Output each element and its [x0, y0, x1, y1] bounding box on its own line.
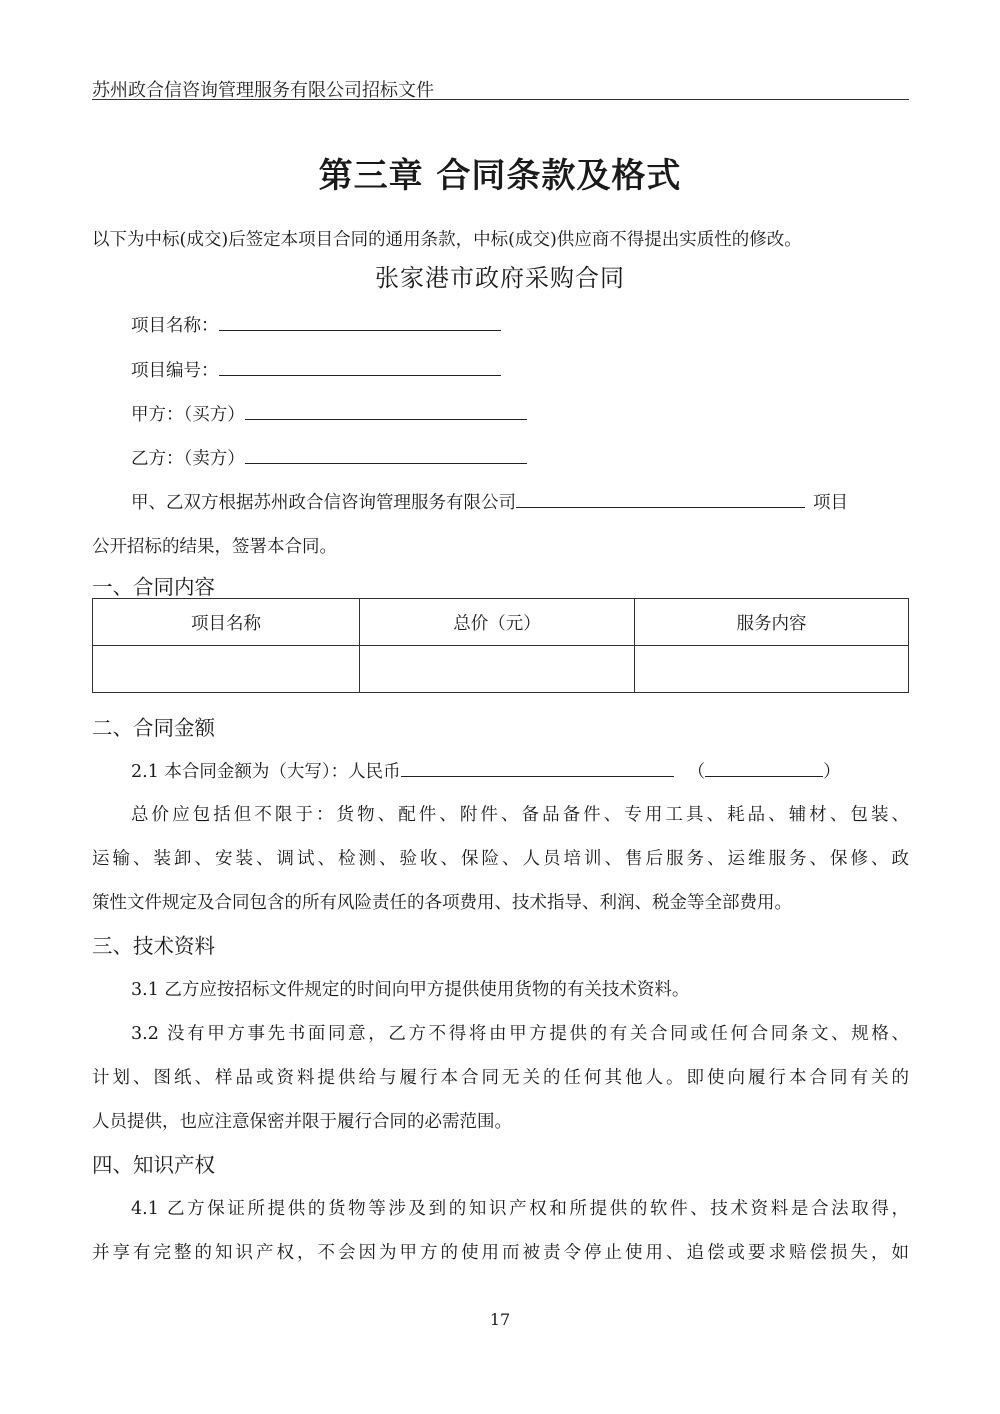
- field-project-number-label: 项目编号：: [131, 361, 219, 381]
- table-cell[interactable]: [635, 646, 909, 693]
- document-header: 苏州政合信咨询管理服务有限公司招标文件: [92, 80, 434, 101]
- amount-words-blank[interactable]: [401, 758, 674, 777]
- preamble-line-2: 公开招标的结果，签署本合同。: [92, 537, 337, 557]
- preamble-project-blank[interactable]: [516, 489, 805, 508]
- project-number-blank[interactable]: [219, 357, 501, 376]
- field-party-b-label: 乙方：（卖方）: [131, 449, 245, 469]
- table-header-row: [93, 599, 909, 646]
- amount-label: 2.1 本合同金额为（大写）：人民币: [131, 762, 401, 782]
- clause-3-1: 3.1 乙方应按招标文件规定的时间向甲方提供使用货物的有关技术资料。: [131, 980, 690, 1000]
- table-header-cell: 总价（元）: [360, 599, 635, 646]
- project-name-blank[interactable]: [219, 312, 501, 331]
- field-party-a: [131, 401, 527, 426]
- amount-line: [131, 758, 841, 783]
- field-project-number: [131, 357, 501, 382]
- page-number: 17: [489, 1310, 511, 1329]
- section-1-title: 一、合同内容: [92, 575, 215, 599]
- price-scope-line-2: 运输、装卸、安装、调试、检测、验收、保险、人员培训、售后服务、运维服务、保修、政: [92, 849, 909, 869]
- clause-4-1-line-1: 4.1 乙方保证所提供的货物等涉及到的知识产权和所提供的软件、技术资料是合法取得，: [131, 1199, 909, 1219]
- table-header-cell: 服务内容: [635, 599, 909, 646]
- party-b-blank[interactable]: [245, 445, 527, 464]
- table-cell[interactable]: [93, 646, 360, 693]
- party-a-blank[interactable]: [245, 401, 527, 420]
- section-2-title: 二、合同金额: [92, 716, 215, 740]
- clause-3-2-line-3: 人员提供，也应注意保密并限于履行合同的必需范围。: [92, 1112, 512, 1132]
- clause-3-2-line-2: 计划、图纸、样品或资料提供给与履行本合同无关的任何其他人。即使向履行本合同有关的: [92, 1068, 909, 1088]
- paren-open: （: [687, 762, 706, 782]
- field-project-name: [131, 312, 501, 337]
- table-row: [93, 646, 909, 693]
- field-party-a-label: 甲方：（买方）: [131, 405, 245, 425]
- preamble-line-1: [131, 489, 848, 514]
- chapter-title: 第三章 合同条款及格式: [318, 156, 682, 196]
- price-scope-line-3: 策性文件规定及合同包含的所有风险责任的各项费用、技术指导、利润、税金等全部费用。: [92, 893, 792, 913]
- table-cell[interactable]: [360, 646, 635, 693]
- clause-4-1-line-2: 并享有完整的知识产权，不会因为甲方的使用而被责令停止使用、追偿或要求赔偿损失，如: [92, 1243, 909, 1263]
- preamble-start: 甲、乙双方根据苏州政合信咨询管理服务有限公司: [131, 493, 516, 513]
- field-party-b: [131, 445, 527, 470]
- intro-text: 以下为中标(成交)后签定本项目合同的通用条款，中标(成交)供应商不得提出实质性的修改。: [92, 230, 802, 250]
- clause-3-2-line-1: 3.2 没有甲方事先书面同意，乙方不得将由甲方提供的有关合同或任何合同条文、规格、: [131, 1024, 909, 1044]
- contract-content-table: [92, 598, 909, 693]
- price-scope-line-1: 总价应包括但不限于：货物、配件、附件、备品备件、专用工具、耗品、辅材、包装、: [131, 805, 909, 825]
- section-4-title: 四、知识产权: [92, 1153, 215, 1177]
- table-header-cell: 项目名称: [93, 599, 360, 646]
- paren-close: ）: [823, 762, 841, 782]
- section-3-title: 三、技术资料: [92, 934, 215, 958]
- contract-title: 张家港市政府采购合同: [375, 264, 625, 292]
- preamble-end: 项目: [813, 493, 848, 513]
- field-project-name-label: 项目名称：: [131, 316, 219, 336]
- header-rule: [92, 99, 909, 100]
- amount-figures-blank[interactable]: [705, 758, 823, 777]
